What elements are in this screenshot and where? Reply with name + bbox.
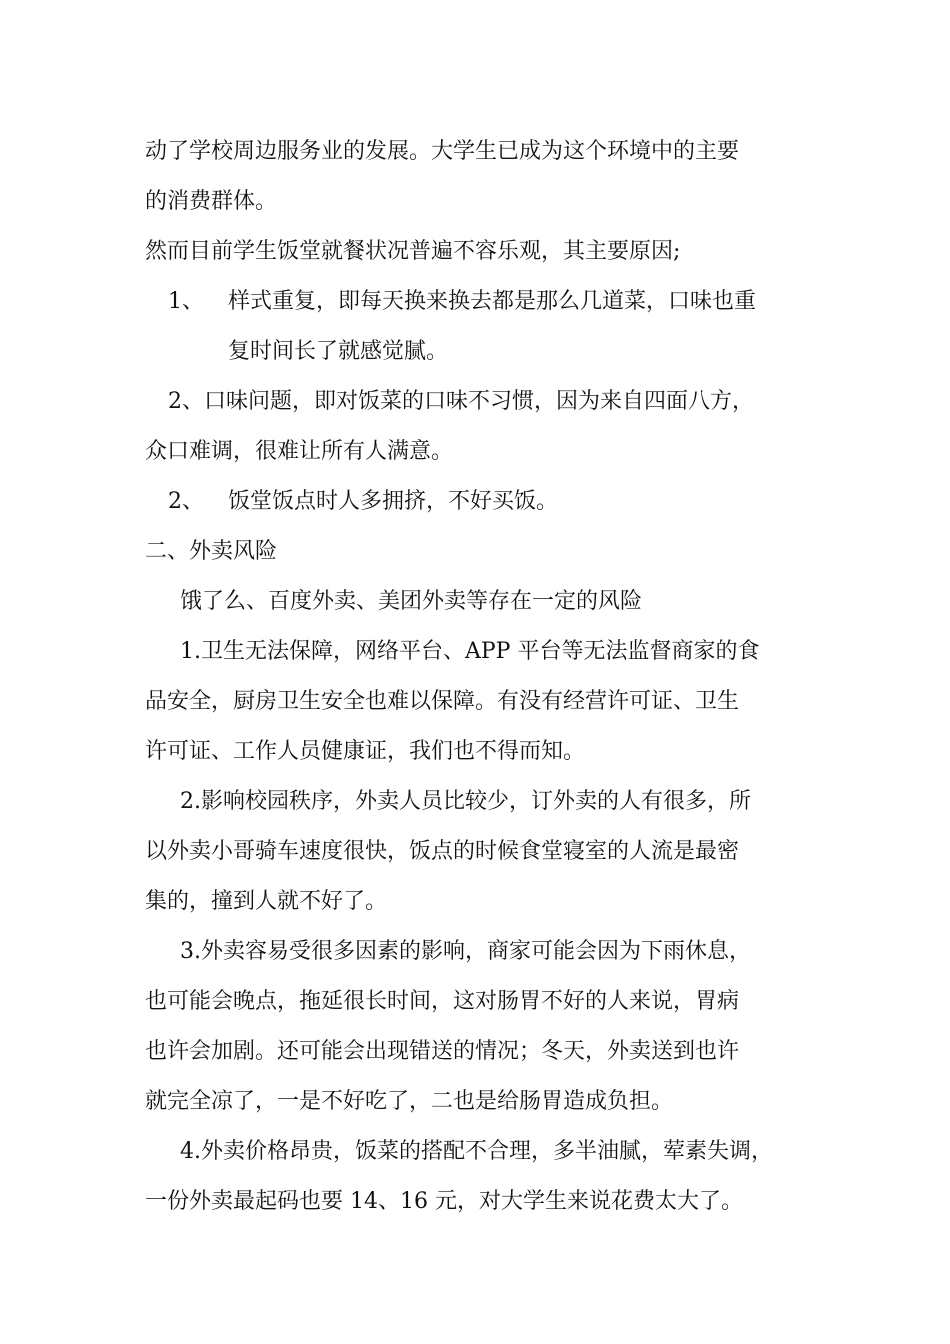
paragraph-line: 一份外卖最起码也要 14、16 元，对大学生来说花费太大了。	[145, 1189, 743, 1214]
list-item-line: 饭堂饭点时人多拥挤，不好买饭。	[228, 489, 559, 514]
paragraph-line: 集的，撞到人就不好了。	[145, 889, 388, 914]
list-number: 2、	[168, 489, 204, 514]
paragraph-line: 饿了么、百度外卖、美团外卖等存在一定的风险	[180, 589, 643, 614]
list-item-line: 复时间长了就感觉腻。	[228, 339, 449, 364]
paragraph-line: 1.卫生无法保障，网络平台、APP 平台等无法监督商家的食	[180, 639, 760, 664]
list-item-line: 样式重复，即每天换来换去都是那么几道菜，口味也重	[228, 289, 757, 314]
paragraph-line: 品安全，厨房卫生安全也难以保障。有没有经营许可证、卫生	[145, 689, 740, 714]
paragraph-line: 也许会加剧。还可能会出现错送的情况；冬天，外卖送到也许	[145, 1039, 740, 1064]
paragraph-line: 以外卖小哥骑车速度很快，饭点的时候食堂寝室的人流是最密	[145, 839, 740, 864]
paragraph-line: 也可能会晚点，拖延很长时间，这对肠胃不好的人来说，胃病	[145, 989, 740, 1014]
paragraph-line: 的消费群体。	[145, 189, 278, 214]
paragraph-line: 2.影响校园秩序，外卖人员比较少，订外卖的人有很多，所	[180, 789, 751, 814]
paragraph-line: 动了学校周边服务业的发展。大学生已成为这个环境中的主要	[145, 139, 740, 164]
paragraph-line: 3.外卖容易受很多因素的影响，商家可能会因为下雨休息，	[180, 939, 751, 964]
paragraph-line: 许可证、工作人员健康证，我们也不得而知。	[145, 739, 586, 764]
paragraph-line: 就完全凉了，一是不好吃了，二也是给肠胃造成负担。	[145, 1089, 674, 1114]
section-heading: 二、外卖风险	[145, 539, 278, 564]
list-item-line: 2、口味问题，即对饭菜的口味不习惯，因为来自四面八方，	[168, 389, 754, 414]
list-number: 1、	[168, 289, 204, 314]
paragraph-line: 4.外卖价格昂贵，饭菜的搭配不合理，多半油腻，荤素失调，	[180, 1139, 773, 1164]
list-item-line: 众口难调，很难让所有人满意。	[145, 439, 454, 464]
paragraph-line: 然而目前学生饭堂就餐状况普遍不容乐观，其主要原因;	[145, 239, 681, 264]
